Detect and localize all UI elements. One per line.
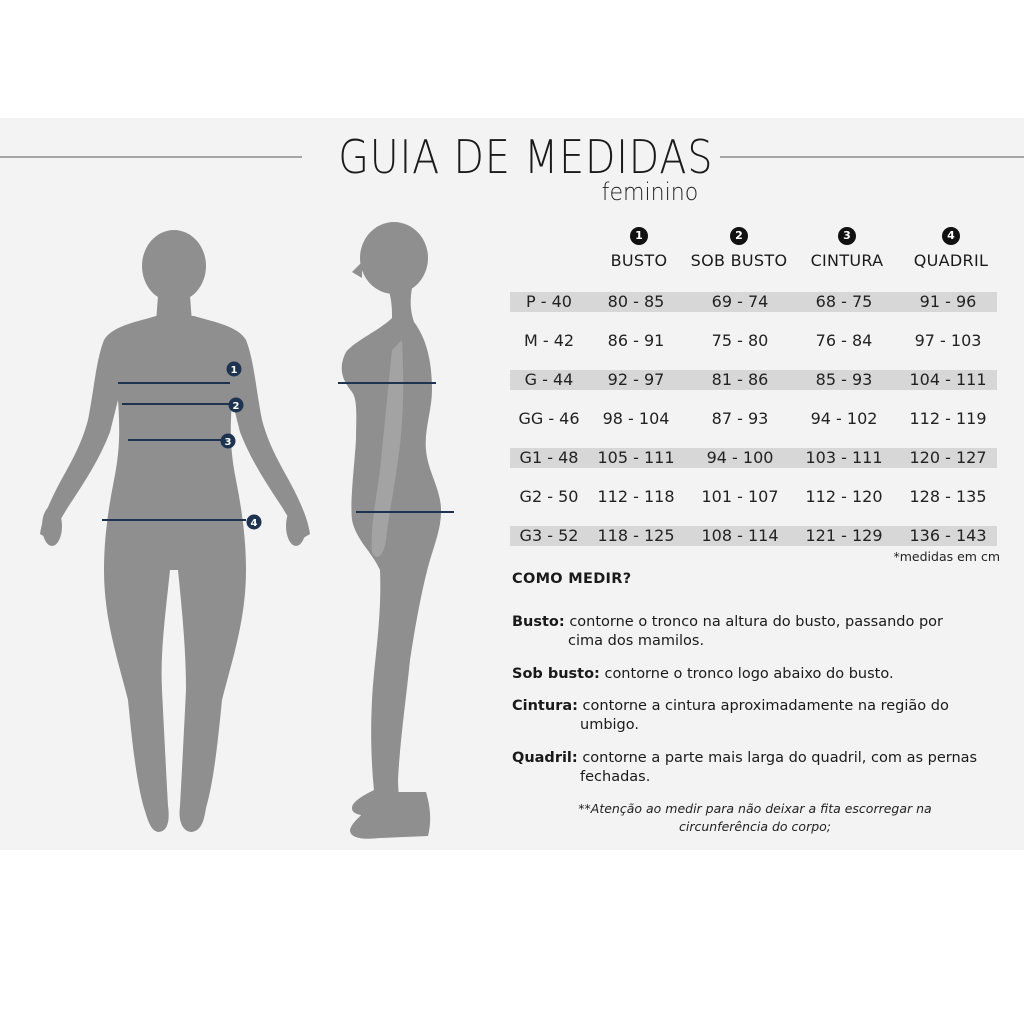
header-number-1: 1 (630, 227, 648, 245)
quadril-cell: 112 - 119 (909, 409, 987, 428)
header-label-quadril: QUADRIL (913, 251, 989, 270)
sob-busto-cell: 101 - 107 (701, 487, 779, 506)
busto-cell: 98 - 104 (602, 409, 670, 428)
size-cell: M - 42 (523, 331, 575, 350)
busto-cell: 86 - 91 (607, 331, 665, 350)
warning-line-2: circunferência do corpo; (678, 819, 832, 834)
marker-2 (229, 398, 244, 413)
busto-cell: 92 - 97 (607, 370, 665, 389)
instruction-text-cont: umbigo. (580, 717, 639, 733)
size-cell: G - 44 (524, 370, 574, 389)
table-row (510, 292, 997, 312)
instruction-text: contorne a parte mais larga do quadril, com as pernas (582, 750, 978, 766)
table-row (510, 409, 997, 429)
busto-cell: 112 - 118 (597, 487, 675, 506)
marker-1 (227, 362, 242, 377)
size-cell: G2 - 50 (519, 487, 579, 506)
page-subtitle: feminino (601, 178, 699, 206)
header-label-sob-busto: SOB BUSTO (690, 251, 788, 270)
size-cell: G1 - 48 (519, 448, 579, 467)
cintura-cell: 85 - 93 (815, 370, 873, 389)
cintura-cell: 94 - 102 (810, 409, 878, 428)
instruction-cintura (512, 697, 949, 735)
cintura-cell: 76 - 84 (815, 331, 873, 350)
sob-busto-cell: 108 - 114 (701, 526, 779, 545)
instruction-label: Cintura: (512, 698, 578, 714)
instruction-label: Sob busto: (512, 666, 600, 682)
how-to-title: COMO MEDIR? (512, 571, 632, 587)
table-row (510, 487, 997, 507)
busto-cell: 80 - 85 (607, 292, 665, 311)
table-row (510, 370, 997, 390)
sob-busto-cell: 87 - 93 (711, 409, 769, 428)
instruction-busto (512, 613, 943, 651)
front-body-silhouette (40, 230, 310, 832)
cintura-cell: 103 - 111 (805, 448, 883, 467)
quadril-cell: 136 - 143 (909, 526, 987, 545)
header-cintura (792, 224, 902, 270)
busto-cell: 105 - 111 (597, 448, 675, 467)
instruction-text-cont: fechadas. (580, 769, 651, 785)
quadril-cell: 104 - 111 (909, 370, 987, 389)
instruction-text: contorne a cintura aproximadamente na região do (582, 698, 949, 714)
table-header (510, 224, 1000, 280)
instruction-text: contorne o tronco logo abaixo do busto. (604, 666, 894, 682)
quadril-cell: 91 - 96 (919, 292, 977, 311)
svg-text:3: 3 (224, 437, 232, 448)
sob-busto-cell: 81 - 86 (711, 370, 769, 389)
cintura-cell: 112 - 120 (805, 487, 883, 506)
header-busto (584, 224, 694, 270)
instruction-text: contorne o tronco na altura do busto, passando por (569, 614, 943, 630)
cintura-cell: 68 - 75 (815, 292, 873, 311)
sob-busto-cell: 69 - 74 (711, 292, 769, 311)
quadril-cell: 97 - 103 (914, 331, 982, 350)
table-row (510, 448, 997, 468)
table-row (510, 526, 997, 546)
instruction-sob-busto (512, 665, 894, 684)
table-row (510, 331, 997, 351)
sob-busto-cell: 94 - 100 (706, 448, 774, 467)
size-cell: P - 40 (526, 292, 572, 311)
size-cell: G3 - 52 (519, 526, 579, 545)
header-sob-busto (684, 224, 794, 270)
side-body-silhouette (342, 222, 441, 839)
instruction-label: Quadril: (512, 750, 578, 766)
header-label-busto: BUSTO (610, 251, 668, 270)
svg-text:1: 1 (230, 365, 238, 376)
cintura-cell: 121 - 129 (805, 526, 883, 545)
warning-note (540, 800, 970, 836)
warning-line-1: **Atenção ao medir para não deixar a fita escorregar na (578, 801, 932, 816)
marker-3 (221, 434, 236, 449)
size-cell: GG - 46 (518, 409, 580, 428)
unit-note: *medidas em cm (893, 549, 1000, 564)
instruction-text-cont: cima dos mamilos. (568, 633, 705, 649)
svg-text:4: 4 (250, 518, 258, 529)
header-number-4: 4 (942, 227, 960, 245)
instruction-label: Busto: (512, 614, 565, 630)
header-label-cintura: CINTURA (810, 251, 884, 270)
header-quadril (896, 224, 1006, 270)
svg-text:2: 2 (232, 401, 240, 412)
header-number-2: 2 (730, 227, 748, 245)
page-title: GUIA DE MEDIDAS (338, 130, 714, 184)
busto-cell: 118 - 125 (597, 526, 675, 545)
quadril-cell: 120 - 127 (909, 448, 987, 467)
marker-4 (247, 515, 262, 530)
quadril-cell: 128 - 135 (909, 487, 987, 506)
instruction-quadril (512, 749, 977, 787)
sob-busto-cell: 75 - 80 (711, 331, 769, 350)
header-number-3: 3 (838, 227, 856, 245)
